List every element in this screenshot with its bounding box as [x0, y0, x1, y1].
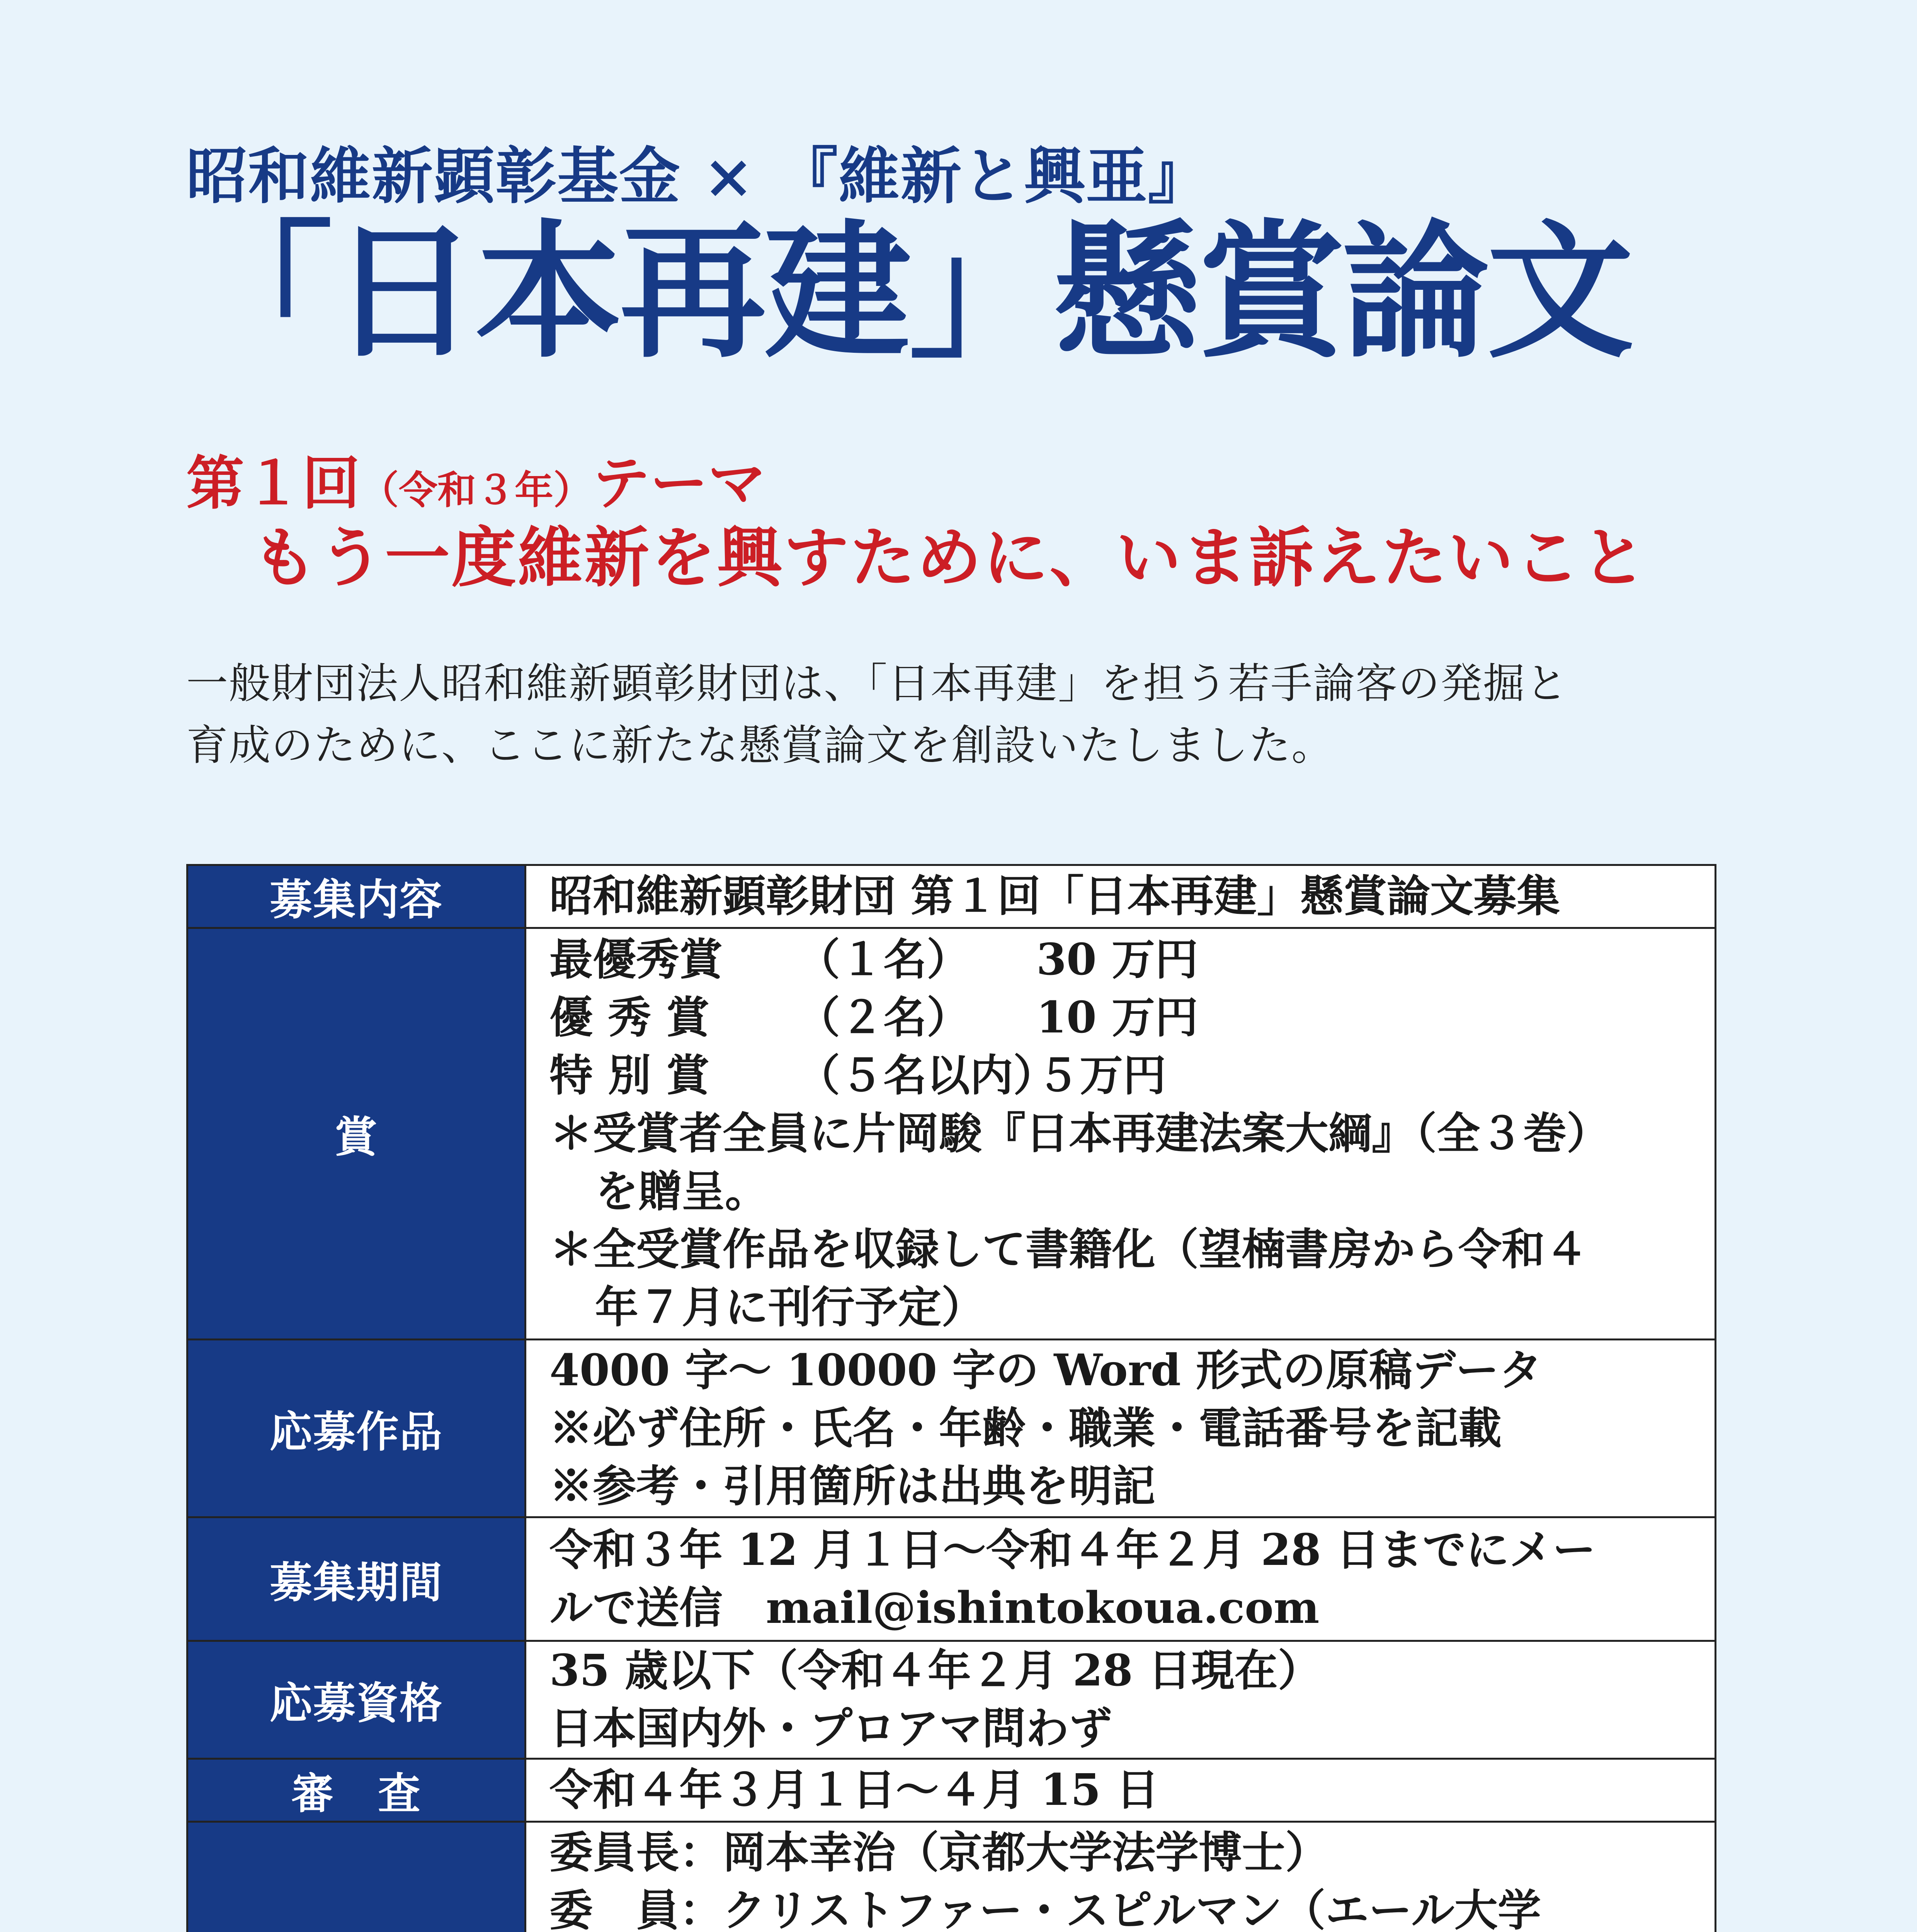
row-label-award: 賞 — [187, 928, 526, 1340]
content-line: 日本国内外・プロアマ問わず — [549, 1703, 1112, 1754]
row-content-works — [526, 1340, 1716, 1517]
row-content-period — [526, 1517, 1716, 1641]
award-note: 年７月に刊行予定） — [595, 1282, 985, 1333]
row-content-judges — [526, 1822, 1716, 1932]
theme-text: もう一度維新を興すために、いま訴えたいこと — [252, 519, 1648, 596]
content-line: 35 歳以下（令和４年２月 28 日現在） — [549, 1645, 1321, 1696]
main-title: 「日本再建」懸賞論文 — [186, 205, 1631, 378]
row-label-recruit: 募集内容 — [187, 865, 526, 928]
row-label-judges — [187, 1822, 526, 1932]
table-row — [187, 1641, 1716, 1759]
table-row — [187, 1759, 1716, 1822]
prize-name: 最優秀賞 — [549, 934, 723, 985]
era-year: （令和３年） — [360, 467, 592, 513]
award-note: ＊全受賞作品を収録して書籍化（望楠書房から令和４ — [549, 1224, 1588, 1275]
prize-row — [549, 931, 1699, 989]
row-label-review: 審 査 — [187, 1759, 526, 1822]
prize-row — [549, 989, 1699, 1047]
prize-name: 優 秀 賞 — [549, 992, 709, 1043]
award-note: を贈呈。 — [595, 1166, 768, 1217]
prize-row — [549, 1047, 1699, 1105]
poster — [186, 0, 1716, 1932]
content-line: 委員長：岡本幸治（京都大学法学博士） — [549, 1827, 1328, 1878]
prize-count: （５名以内） — [797, 1050, 1056, 1101]
content-line: 令和３年 12 月１日～令和４年２月 28 日までにメー — [549, 1524, 1596, 1575]
info-table — [186, 864, 1716, 1932]
table-row — [187, 1517, 1716, 1641]
content-line: ※参考・引用箇所は出典を明記 — [549, 1461, 1155, 1512]
content-line: 4000 字～ 10000 字の Word 形式の原稿データ — [549, 1345, 1542, 1396]
prize-amount: ５万円 — [1036, 1050, 1166, 1101]
theme-label: テーマ — [592, 449, 766, 517]
table-row — [187, 865, 1716, 928]
content-line: ※必ず住所・氏名・年齢・職業・電話番号を記載 — [549, 1403, 1502, 1454]
content-line: 委 員：クリストファー・スピルマン（エール大学 — [549, 1885, 1541, 1932]
content-line: ルで送信 mail@ishintokoua.com — [549, 1582, 1320, 1633]
prize-name: 特 別 賞 — [549, 1050, 709, 1101]
prize-amount: 30 万円 — [1036, 934, 1198, 985]
table-row — [187, 1340, 1716, 1517]
intro-line: 一般財団法人昭和維新顕彰財団は、「日本再建」を担う若手論客の発掘と — [186, 660, 1568, 708]
row-label-period: 募集期間 — [187, 1517, 526, 1641]
prize-amount: 10 万円 — [1036, 992, 1198, 1043]
row-content-review — [526, 1759, 1716, 1822]
content-line: 昭和維新顕彰財団 第１回「日本再建」懸賞論文募集 — [549, 871, 1560, 922]
row-content-eligibility — [526, 1641, 1716, 1759]
intro-line: 育成のために、ここに新たな懸賞論文を創設いたしました。 — [186, 721, 1334, 770]
row-label-eligibility: 応募資格 — [187, 1641, 526, 1759]
table-row — [187, 1822, 1716, 1932]
intro-paragraph — [186, 653, 1716, 777]
round-number: 第１回 — [186, 449, 361, 517]
prize-count: （２名） — [797, 992, 970, 1043]
award-note: ＊受賞者全員に片岡駿『日本再建法案大綱』（全３巻） — [549, 1108, 1610, 1159]
row-content-award — [526, 928, 1716, 1340]
row-label-works: 応募作品 — [187, 1340, 526, 1517]
table-row — [187, 928, 1716, 1340]
row-content-recruit — [526, 865, 1716, 928]
prize-count: （１名） — [797, 934, 970, 985]
sub-header: 昭和維新顕彰基金 × 『維新と興亜』 — [186, 141, 1210, 212]
content-line: 令和４年３月１日～４月 15 日 — [549, 1765, 1159, 1815]
